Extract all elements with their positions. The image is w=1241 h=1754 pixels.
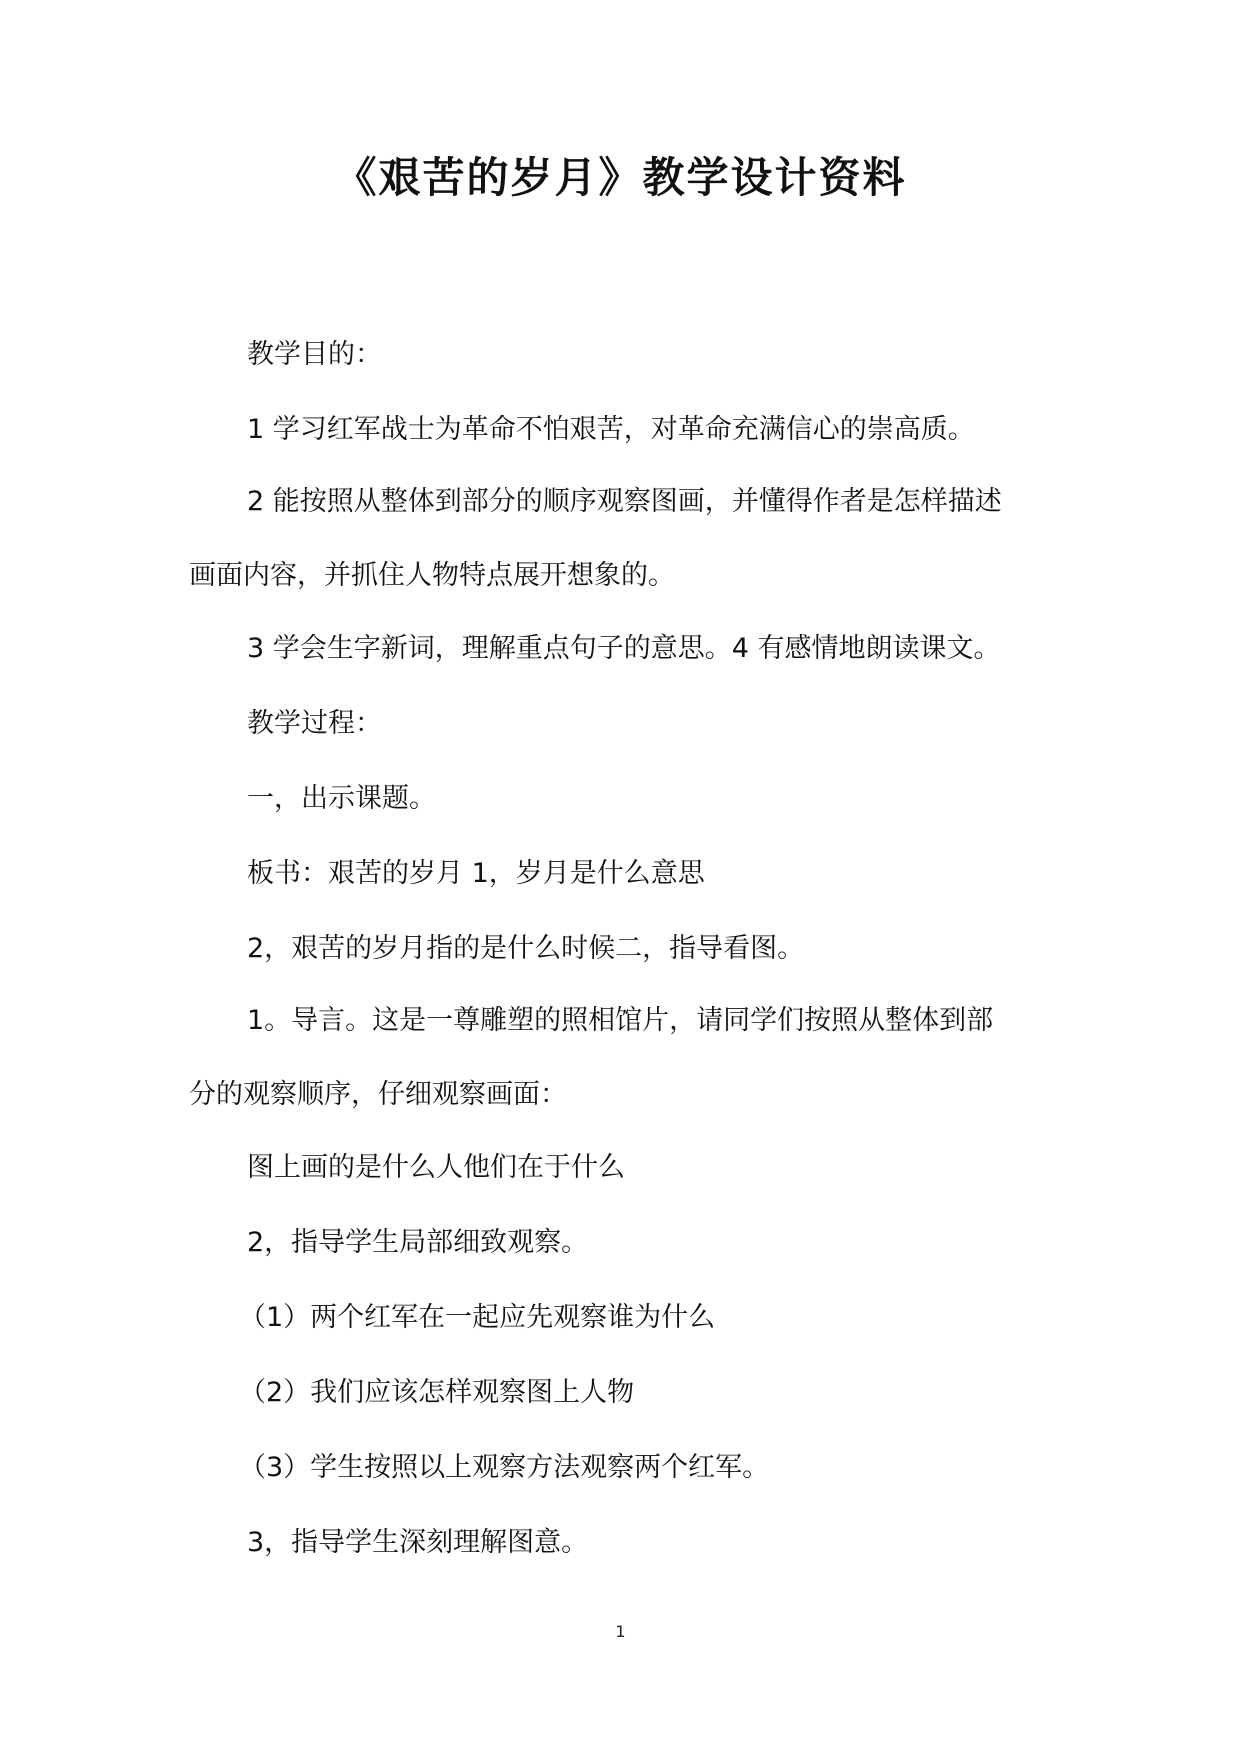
paragraph-objectives-heading: 教学目的： — [247, 339, 382, 370]
paragraph-sub-1: （1）两个红军在一起应先观察谁为什么 — [239, 1302, 716, 1333]
paragraph-picture-question: 图上画的是什么人他们在于什么 — [247, 1152, 625, 1183]
paragraph-deep-understanding: 3，指导学生深刻理解图意。 — [247, 1527, 589, 1558]
paragraph-sub-2: （2）我们应该怎样观察图上人物 — [239, 1377, 635, 1408]
paragraph-introduction — [189, 1001, 1053, 1115]
paragraph-objectives-3-4: 3 学会生字新词，理解重点句子的意思。4 有感情地朗读课文。 — [247, 633, 1001, 664]
paragraph-objective-1: 1 学习红军战士为革命不怕艰苦，对革命充满信心的崇高质。 — [247, 414, 975, 445]
paragraph-sub-3: （3）学生按照以上观察方法观察两个红军。 — [239, 1452, 770, 1483]
paragraph-introduction-line-1: 1。导言。这是一尊雕塑的照相馆片，请同学们按照从整体到部 — [247, 1005, 994, 1036]
document-body — [189, 332, 1053, 1595]
paragraph-objective-2 — [189, 482, 1053, 596]
document-title: 《艰苦的岁月》教学设计资料 — [334, 153, 907, 202]
paragraph-process-heading: 教学过程： — [247, 708, 382, 739]
paragraph-step-1: 一，出示课题。 — [247, 783, 436, 814]
paragraph-board-writing: 板书：艰苦的岁月 1，岁月是什么意思 — [247, 858, 705, 889]
paragraph-question-2: 2，艰苦的岁月指的是什么时候二，指导看图。 — [247, 933, 805, 964]
paragraph-objective-2-line-1: 2 能按照从整体到部分的顺序观察图画，并懂得作者是怎样描述 — [247, 486, 1002, 517]
paragraph-detail-observation: 2，指导学生局部细致观察。 — [247, 1227, 589, 1258]
page-number: 1 — [615, 1622, 626, 1641]
paragraph-objective-2-line-2: 画面内容，并抓住人物特点展开想象的。 — [189, 560, 675, 591]
paragraph-introduction-line-2: 分的观察顺序，仔细观察画面： — [189, 1079, 567, 1110]
